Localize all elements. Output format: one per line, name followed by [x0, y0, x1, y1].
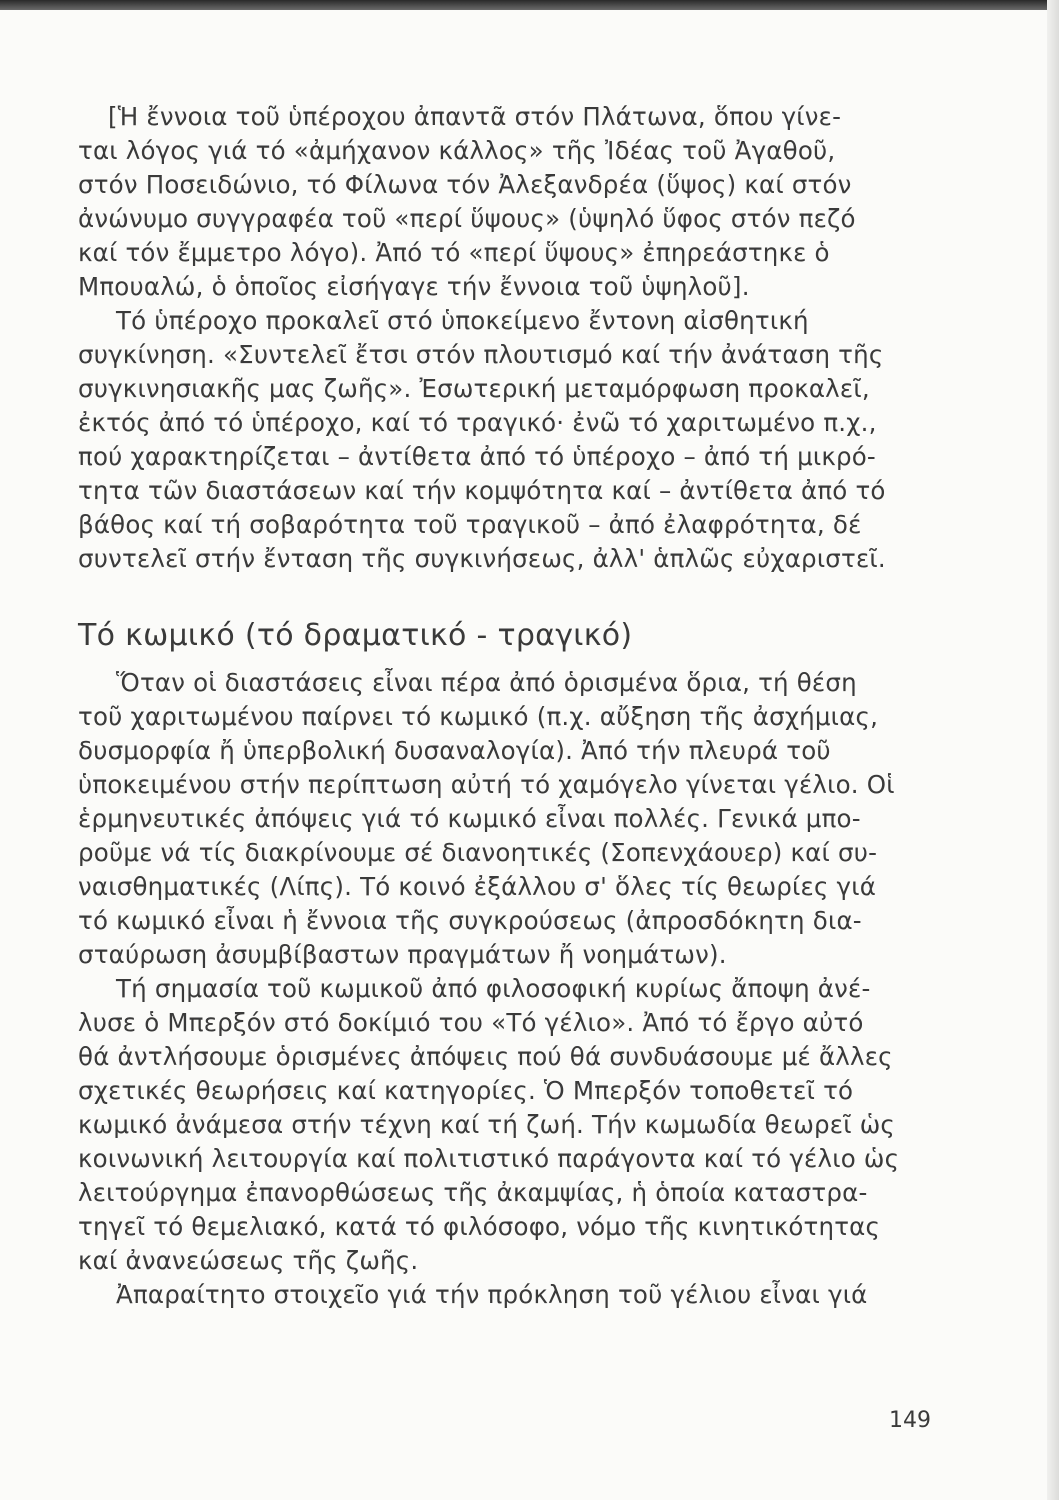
text-line: ροῦμε νά τίς διακρίνουμε σέ διανοητικές (Σοπενχάουερ) καί συ- [78, 838, 878, 867]
text-line: Ἀπαραίτητο στοιχεῖο γιά τήν πρόκληση τοῦ γέλιου εἶναι γιά [116, 1280, 868, 1309]
text-line: λειτούργημα ἐπανορθώσεως τῆς ἀκαμψίας, ἡ ὁποία καταστρα- [78, 1178, 868, 1207]
text-line: κωμικό ἀνάμεσα στήν τέχνη καί τή ζωή. Τήν κωμωδία θεωρεῖ ὡς [78, 1110, 895, 1139]
text-line: στόν Ποσειδώνιο, τό Φίλωνα τόν Ἀλεξανδρέα (ὕψος) καί στόν [78, 170, 852, 199]
paragraph-bergson [78, 972, 930, 1278]
text-line: Μπουαλώ, ὁ ὁποῖος εἰσήγαγε τήν ἔννοια τοῦ ὑψηλοῦ]. [78, 272, 750, 301]
page-number: 149 [889, 1408, 931, 1433]
text-line: τό κωμικό εἶναι ἡ ἔννοια τῆς συγκρούσεως (ἀπροσδόκητη δια- [78, 906, 862, 935]
text-line: θά ἀντλήσουμε ὁρισμένες ἀπόψεις πού θά συνδυάσουμε μέ ἄλλες [78, 1042, 893, 1071]
text-line: συγκίνηση. «Συντελεῖ ἔτσι στόν πλουτισμό καί τήν ἀνάταση τῆς [78, 340, 884, 369]
text-line: Ὅταν οἱ διαστάσεις εἶναι πέρα ἀπό ὁρισμένα ὅρια, τή θέση [116, 668, 857, 697]
text-line: συντελεῖ στήν ἔνταση τῆς συγκινήσεως, ἀλλ' ἁπλῶς εὐχαριστεῖ. [78, 544, 886, 573]
paragraph-sublime-effect [78, 304, 930, 576]
text-line: συγκινησιακῆς μας ζωῆς». Ἐσωτερική μεταμόρφωση προκαλεῖ, [78, 374, 870, 403]
text-line: βάθος καί τή σοβαρότητα τοῦ τραγικοῦ – ἀπό ἐλαφρότητα, δέ [78, 510, 862, 539]
text-line: τητα τῶν διαστάσεων καί τήν κομψότητα καί – ἀντίθετα ἀπό τό [78, 476, 886, 505]
text-line: Τό ὑπέροχο προκαλεῖ στό ὑποκείμενο ἔντονη αἰσθητική [116, 306, 809, 335]
scan-right-edge [1047, 0, 1059, 1500]
section-heading: Τό κωμικό (τό δραματικό - τραγικό) [78, 618, 633, 653]
text-line: πού χαρακτηρίζεται – ἀντίθετα ἀπό τό ὑπέροχο – ἀπό τή μικρό- [78, 442, 876, 471]
scan-top-edge [0, 0, 1059, 10]
text-line: ἐκτός ἀπό τό ὑπέροχο, καί τό τραγικό· ἐνῶ τό χαριτωμένο π.χ., [78, 408, 877, 437]
page-body [78, 100, 930, 1312]
text-line: ὑποκειμένου στήν περίπτωση αὐτή τό χαμόγελο γίνεται γέλιο. Οἱ [78, 770, 895, 799]
text-line: Τή σημασία τοῦ κωμικοῦ ἀπό φιλοσοφική κυρίως ἄποψη ἀνέ- [116, 974, 871, 1003]
text-line: ἑρμηνευτικές ἀπόψεις γιά τό κωμικό εἶναι πολλές. Γενικά μπο- [78, 804, 861, 833]
text-line: δυσμορφία ἤ ὑπερβολική δυσαναλογία). Ἀπό τήν πλευρά τοῦ [78, 736, 831, 765]
text-line: τηγεῖ τό θεμελιακό, κατά τό φιλόσοφο, νόμο τῆς κινητικότητας [78, 1212, 881, 1241]
text-line: καί ἀνανεώσεως τῆς ζωῆς. [78, 1246, 419, 1275]
paragraph-sublime-history [78, 100, 930, 304]
text-line: ἀνώνυμο συγγραφέα τοῦ «περί ὕψους» (ὑψηλό ὕφος στόν πεζό [78, 204, 856, 233]
text-line: σχετικές θεωρήσεις καί κατηγορίες. Ὁ Μπερξόν τοποθετεῖ τό [78, 1076, 854, 1105]
text-line: ναισθηματικές (Λίπς). Τό κοινό ἐξάλλου σ' ὅλες τίς θεωρίες γιά [78, 872, 877, 901]
text-line: λυσε ὁ Μπερξόν στό δοκίμιό του «Τό γέλιο». Ἀπό τό ἔργο αὐτό [78, 1008, 864, 1037]
paragraph-comic-definition [78, 666, 930, 972]
text-line: καί τόν ἔμμετρο λόγο). Ἀπό τό «περί ὕψους» ἐπηρεάστηκε ὁ [78, 238, 830, 267]
text-line: κοινωνική λειτουργία καί πολιτιστικό παράγοντα καί τό γέλιο ὡς [78, 1144, 900, 1173]
paragraph-laughter-element [78, 1278, 930, 1312]
text-line: σταύρωση ἀσυμβίβαστων πραγμάτων ἤ νοημάτων). [78, 940, 727, 969]
text-line: ται λόγος γιά τό «ἀμήχανον κάλλος» τῆς Ἰδέας τοῦ Ἀγαθοῦ, [78, 136, 836, 165]
text-line: τοῦ χαριτωμένου παίρνει τό κωμικό (π.χ. αὔξηση τῆς ἀσχήμιας, [78, 702, 879, 731]
text-line: [Ἡ ἔννοια τοῦ ὑπέροχου ἀπαντᾶ στόν Πλάτωνα, ὅπου γίνε- [108, 102, 842, 131]
